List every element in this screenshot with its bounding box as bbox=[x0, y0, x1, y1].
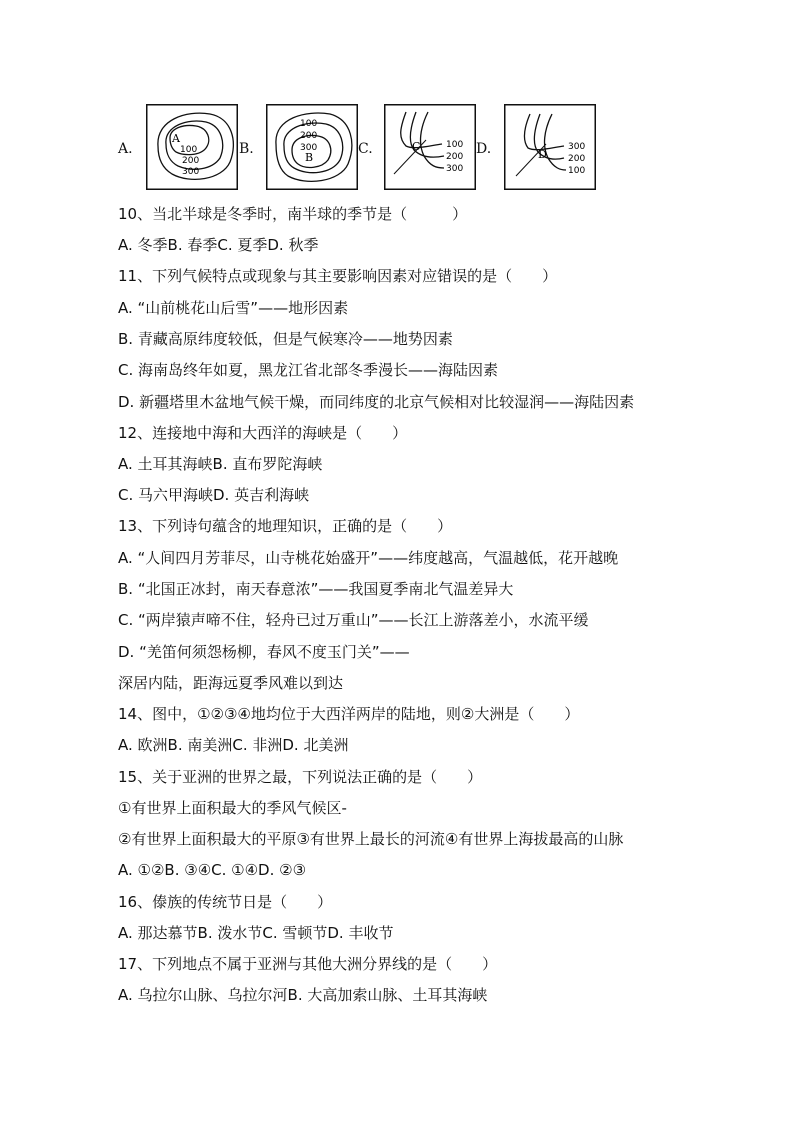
contour-label-a-1: 100 bbox=[180, 145, 198, 155]
question-12-options-ab: A. 土耳其海峡B. 直布罗陀海峡 bbox=[118, 455, 323, 473]
point-label-d: D bbox=[538, 148, 547, 161]
question-15-stem: 15、关于亚洲的世界之最，下列说法正确的是（ ） bbox=[118, 768, 483, 786]
option-letter-b: B. bbox=[239, 141, 254, 157]
contour-label-a-2: 200 bbox=[182, 156, 200, 166]
question-10-stem: 10、当北半球是冬季时，南半球的季节是（ ） bbox=[118, 205, 468, 223]
option-letter-a: A. bbox=[118, 141, 133, 157]
question-11-option-a: A. “山前桃花山后雪”——地形因素 bbox=[118, 299, 349, 317]
contour-map-a bbox=[146, 104, 238, 190]
point-label-b: B bbox=[305, 151, 314, 164]
question-11-option-d: D. 新疆塔里木盆地气候干燥，而同纬度的北京气候相对比较湿润——海陆因素 bbox=[118, 393, 635, 411]
contour-map-d bbox=[504, 104, 596, 190]
contour-label-b-2: 200 bbox=[300, 131, 318, 141]
question-15-statement-1: ①有世界上面积最大的季风气候区- bbox=[118, 799, 347, 817]
contour-line-100 bbox=[545, 114, 566, 170]
question-11-stem: 11、下列气候特点或现象与其主要影响因素对应错误的是（ ） bbox=[118, 267, 558, 285]
question-13-option-a: A. “人间四月芳菲尽，山寺桃花始盛开”——纬度越高，气温越低，花开越晚 bbox=[118, 549, 619, 567]
contour-label-a-3: 300 bbox=[182, 167, 200, 177]
question-13-option-b: B. “北国正冰封，南天春意浓”——我国夏季南北气温差异大 bbox=[118, 580, 514, 598]
profile-line-c bbox=[394, 140, 426, 174]
question-10-options: A. 冬季B. 春季C. 夏季D. 秋季 bbox=[118, 236, 319, 254]
question-13-option-d-cont: 深居内陆，距海远夏季风难以到达 bbox=[118, 674, 344, 692]
point-label-a: A bbox=[172, 132, 180, 145]
point-label-c: C bbox=[412, 140, 421, 153]
contour-line-300 bbox=[421, 112, 444, 168]
contour-map-c bbox=[384, 104, 476, 190]
question-11-option-c: C. 海南岛终年如夏，黑龙江省北部冬季漫长——海陆因素 bbox=[118, 361, 499, 379]
contour-label-c-1: 100 bbox=[446, 140, 464, 150]
question-11-option-b: B. 青藏高原纬度较低，但是气候寒冷——地势因素 bbox=[118, 330, 453, 348]
contour-label-d-3: 100 bbox=[568, 166, 586, 176]
question-12-options-cd: C. 马六甲海峡D. 英吉利海峡 bbox=[118, 486, 310, 504]
question-13-option-d: D. “羌笛何须怨杨柳，春风不度玉门关”—— bbox=[118, 643, 410, 661]
contour-label-d-2: 200 bbox=[568, 154, 586, 164]
contour-label-c-2: 200 bbox=[446, 152, 464, 162]
question-17-options-ab: A. 乌拉尔山脉、乌拉尔河B. 大高加索山脉、土耳其海峡 bbox=[118, 986, 488, 1004]
question-12-stem: 12、连接地中海和大西洋的海峡是（ ） bbox=[118, 424, 408, 442]
question-16-options: A. 那达慕节B. 泼水节C. 雪顿节D. 丰收节 bbox=[118, 924, 394, 942]
option-letter-c: C. bbox=[358, 141, 373, 157]
question-14-options: A. 欧洲B. 南美洲C. 非洲D. 北美洲 bbox=[118, 736, 349, 754]
question-13-stem: 13、下列诗句蕴含的地理知识，正确的是（ ） bbox=[118, 517, 453, 535]
question-15-options: A. ①②B. ③④C. ①④D. ②③ bbox=[118, 861, 307, 879]
question-17-stem: 17、下列地点不属于亚洲与其他大洲分界线的是（ ） bbox=[118, 955, 498, 973]
question-16-stem: 16、傣族的传统节日是（ ） bbox=[118, 893, 333, 911]
question-15-statements-2-4: ②有世界上面积最大的平原③有世界上最长的河流④有世界上海拔最高的山脉 bbox=[118, 830, 624, 848]
question-13-option-c: C. “两岸猿声啼不住，轻舟已过万重山”——长江上游落差小，水流平缓 bbox=[118, 611, 589, 629]
contour-label-b-3: 300 bbox=[300, 143, 318, 153]
question-14-stem: 14、图中，①②③④地均位于大西洋两岸的陆地，则②大洲是（ ） bbox=[118, 705, 580, 723]
contour-label-b-1: 100 bbox=[300, 119, 318, 129]
option-letter-d: D. bbox=[476, 141, 492, 157]
contour-label-d-1: 300 bbox=[568, 142, 586, 152]
contour-map-b bbox=[266, 104, 358, 190]
contour-label-c-3: 300 bbox=[446, 164, 464, 174]
